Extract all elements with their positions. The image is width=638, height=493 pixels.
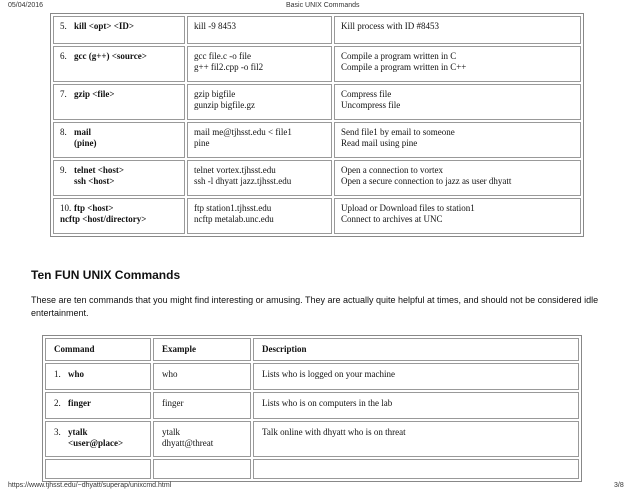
command-name: ncftp <host/directory> [60,214,147,224]
description-line: Lists who is logged on your machine [262,369,395,379]
description-cell [253,392,579,419]
table-row [53,198,581,234]
row-number: 10. [60,203,72,213]
description-line: Compress file [341,89,392,99]
command-name: gcc (g++) <source> [74,51,147,61]
example-cell [187,160,332,196]
table-row [45,363,579,390]
example-line: gzip bigfile [194,89,236,99]
example-line: telnet vortex.tjhsst.edu [194,165,276,175]
command-name: mail [74,127,91,137]
command-cell [45,363,151,390]
example-cell [187,122,332,158]
description-cell [334,122,581,158]
command-name: gzip <file> [74,89,115,99]
description-line: Send file1 by email to someone [341,127,455,137]
table-row [45,421,579,457]
example-line: ftp station1.tjhsst.edu [194,203,272,213]
row-number: 6. [60,51,67,61]
row-number: 3. [54,427,61,437]
row-number: 5. [60,21,67,31]
example-cell [187,198,332,234]
description-cell [334,198,581,234]
command-cell [45,392,151,419]
example-line: mail me@tjhsst.edu < file1 [194,127,292,137]
page-url[interactable]: https://www.tjhsst.edu/~dhyatt/superap/unixcmd.html [8,482,172,489]
example-cell [187,16,332,44]
row-number: 7. [60,89,67,99]
example-line: ytalk [162,427,180,437]
description-line: Read mail using pine [341,138,418,148]
section-title: Ten FUN UNIX Commands [31,268,181,282]
command-cell [53,46,185,82]
description-line: Connect to archives at UNC [341,214,443,224]
example-cell [187,46,332,82]
table-row [45,459,579,479]
table-row [53,16,581,44]
example-line: ncftp metalab.unc.edu [194,214,274,224]
command-cell [53,16,185,44]
example-cell [153,392,251,419]
commands-table-continued [50,13,584,237]
command-cell [53,198,185,234]
description-cell [334,46,581,82]
row-number: 8. [60,127,67,137]
example-line: who [162,369,178,379]
print-date: 05/04/2016 [8,2,44,9]
description-line: Kill process with ID #8453 [341,21,439,31]
command-cell [53,160,185,196]
description-line: Uncompress file [341,100,401,110]
description-line: Upload or Download files to station1 [341,203,475,213]
table-row [53,46,581,82]
row-number: 9. [60,165,67,175]
command-name: ssh <host> [74,176,115,186]
command-name: finger [68,398,91,408]
example-cell [187,84,332,120]
example-line: finger [162,398,184,408]
fun-commands-table [42,335,582,482]
description-cell [334,160,581,196]
example-line: ssh -l dhyatt jazz.tjhsst.edu [194,176,292,186]
description-line: Open a secure connection to jazz as user dhyatt [341,176,512,186]
row-number: 1. [54,369,61,379]
example-cell [153,421,251,457]
command-cell [53,84,185,120]
header-description: Description [253,338,579,361]
table-row [45,392,579,419]
header-example: Example [153,338,251,361]
description-cell [253,421,579,457]
command-name: ytalk [68,427,88,437]
command-name: telnet <host> [74,165,125,175]
table-row [53,122,581,158]
example-line: gunzip bigfile.gz [194,100,255,110]
command-name: kill <opt> <ID> [74,21,135,31]
table-row [53,160,581,196]
description-line: Compile a program written in C [341,51,457,61]
table-header-row [45,338,579,361]
empty-cell [253,459,579,479]
row-number: 2. [54,398,61,408]
example-cell [153,363,251,390]
command-name: ftp <host> [74,203,114,213]
empty-cell [153,459,251,479]
command-name: who [68,369,85,379]
description-cell [334,84,581,120]
description-line: Talk online with dhyatt who is on threat [262,427,406,437]
description-cell [253,363,579,390]
print-title: Basic UNIX Commands [286,2,360,9]
table-row [53,84,581,120]
example-line: pine [194,138,210,148]
description-line: Open a connection to vortex [341,165,443,175]
command-cell [45,421,151,457]
example-line: g++ fil2.cpp -o fil2 [194,62,264,72]
example-line: kill -9 8453 [194,21,236,31]
empty-cell [45,459,151,479]
description-cell [334,16,581,44]
page-number: 3/8 [614,482,624,489]
command-name: <user@place> [68,438,124,448]
section-intro: These are ten commands that you might find interesting or amusing. They are actually quite helpful at times, and should not be considered idle entertainment. [31,295,599,318]
header-command: Command [45,338,151,361]
example-line: gcc file.c -o file [194,51,251,61]
description-line: Lists who is on computers in the lab [262,398,393,408]
command-name: (pine) [74,138,97,148]
example-line: dhyatt@threat [162,438,214,448]
command-cell [53,122,185,158]
description-line: Compile a program written in C++ [341,62,467,72]
